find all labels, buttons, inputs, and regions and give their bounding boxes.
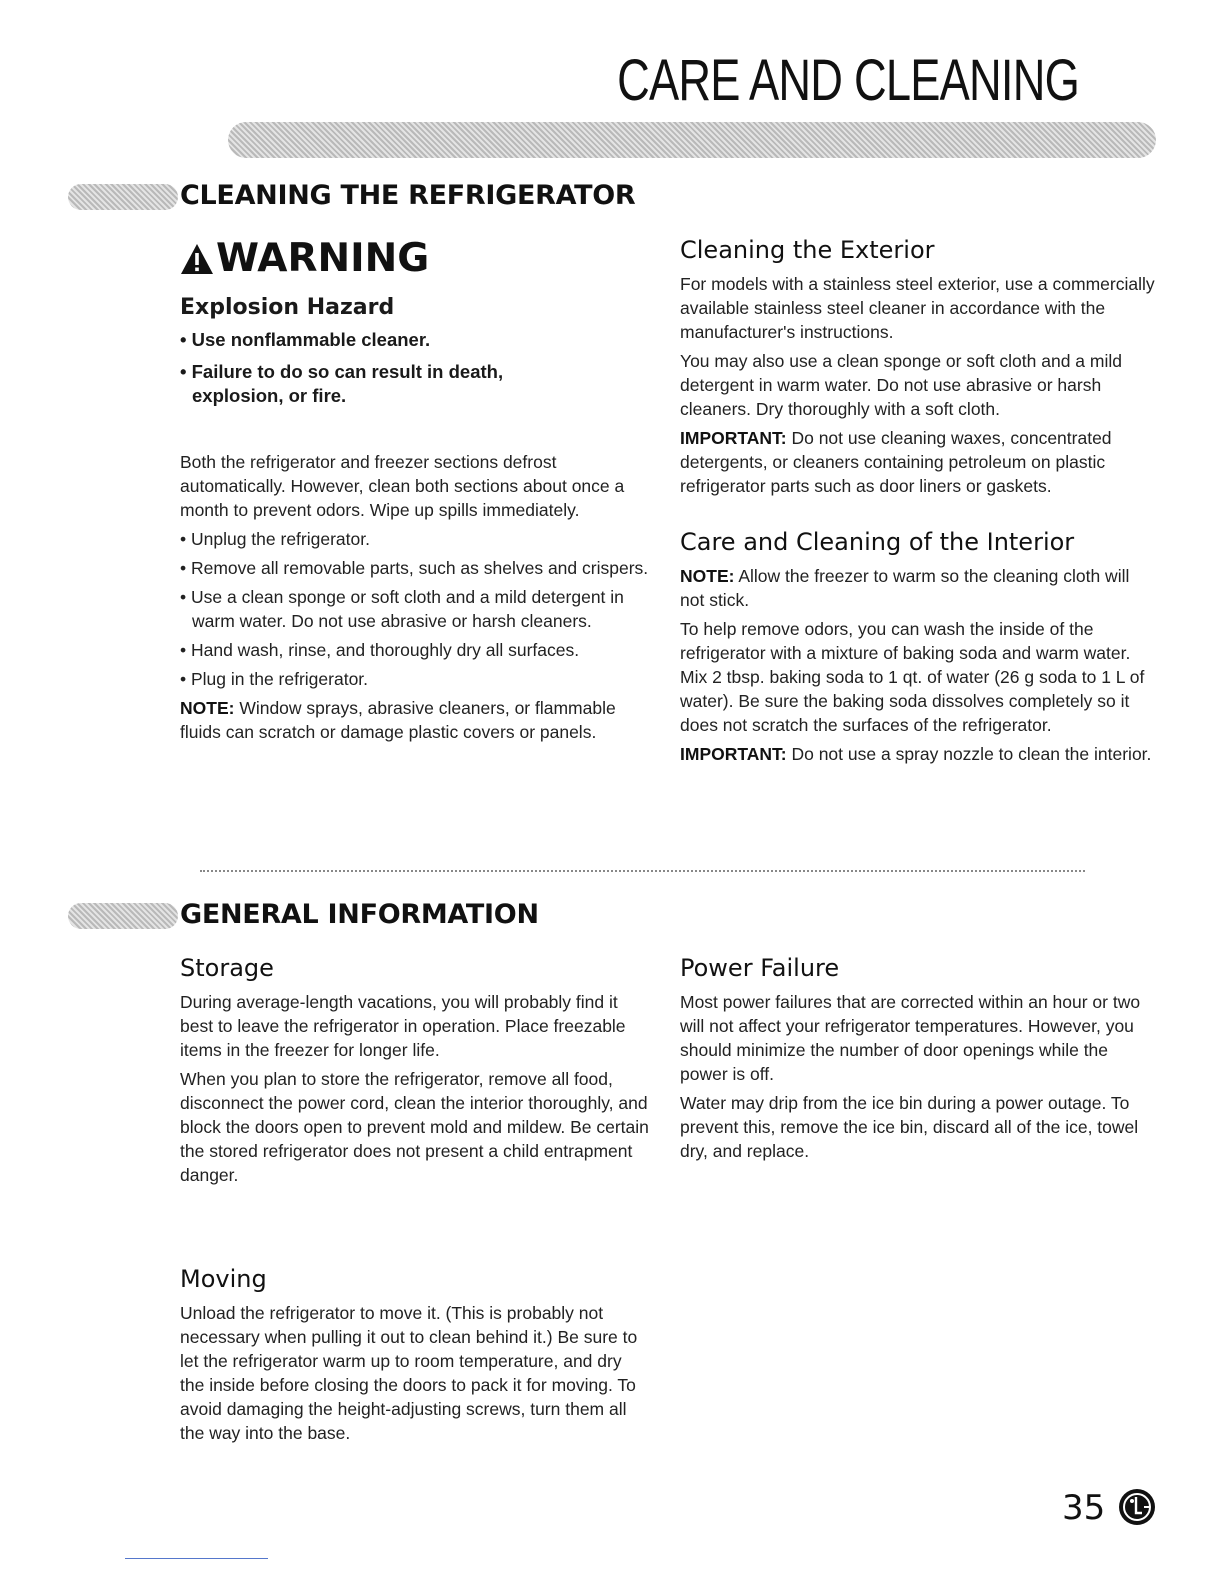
cleaning-right-column (680, 236, 1155, 766)
cleaning-intro: Both the refrigerator and freezer sections defrost automatically. However, clean both sections about once a month to prevent odors. Wipe up spills immediately. (180, 452, 625, 520)
exterior-paragraph: For models with a stainless steel exterior, use a commercially available stainless steel cleaner in accordance with the manufacturer's instructions. (680, 274, 1155, 342)
cleaning-note (180, 696, 650, 744)
power-failure-section (680, 954, 1155, 1163)
moving-section (180, 1265, 650, 1445)
page-number: 35 (1062, 1488, 1106, 1528)
footer-rule (125, 1558, 268, 1559)
exterior-heading: Cleaning the Exterior (680, 236, 935, 264)
storage-paragraph: During average-length vacations, you will probably find it best to leave the refrigerator in operation. Place freezable items in the freezer for longer life. (180, 992, 626, 1060)
storage-section (180, 954, 650, 1187)
section-marker-pill (68, 184, 178, 210)
moving-heading: Moving (180, 1265, 267, 1293)
cleaning-step: • Remove all removable parts, such as shelves and crispers. (180, 558, 649, 578)
interior-important (680, 742, 1155, 766)
note-text: Allow the freezer to warm so the cleaning cloth will not stick. (680, 566, 1130, 610)
section-heading-cleaning: CLEANING THE REFRIGERATOR (180, 180, 636, 211)
warning-title (180, 236, 650, 281)
power-failure-paragraph: Water may drip from the ice bin during a power outage. To prevent this, remove the ice bin, discard all of the ice, towel dry, and replace. (680, 1093, 1139, 1161)
section-marker-pill (68, 903, 178, 929)
important-label: IMPORTANT: (680, 744, 787, 764)
exterior-paragraph: You may also use a clean sponge or soft cloth and a mild detergent in warm water. Do not use abrasive or harsh cleaners. Dry thoroughly with a soft cloth. (680, 351, 1122, 419)
page-title: CARE AND CLEANING (617, 48, 1079, 113)
power-failure-paragraph: Most power failures that are corrected within an hour or two will not affect your refrigerator temperatures. However, you should minimize the number of door openings while the power is off. (680, 992, 1141, 1084)
exterior-important (680, 426, 1155, 498)
important-label: IMPORTANT: (680, 428, 787, 448)
important-text: Do not use cleaning waxes, concentrated detergents, or cleaners containing petroleum on plastic refrigerator parts such as door liners or gaskets. (680, 428, 1112, 496)
section-divider (200, 870, 1085, 872)
warning-triangle-icon (180, 243, 214, 275)
cleaning-step: • Hand wash, rinse, and thoroughly dry all surfaces. (180, 640, 580, 660)
header-decorative-bar (228, 122, 1156, 158)
interior-note (680, 564, 1155, 612)
cleaning-left-column (180, 236, 650, 744)
cleaning-step: • Plug in the refrigerator. (180, 669, 369, 689)
lg-logo-icon (1118, 1488, 1156, 1526)
section-heading-general: GENERAL INFORMATION (180, 899, 539, 930)
storage-heading: Storage (180, 954, 274, 982)
interior-paragraph: To help remove odors, you can wash the inside of the refrigerator with a mixture of baking soda and warm water. Mix 2 tbsp. baking soda to 1 qt. of water (26 g soda to 1 L of water). Be sure the baking soda dissolves completely so it does not scratch the surfaces of the refrigerator. (680, 619, 1145, 735)
cleaning-step: • Unplug the refrigerator. (180, 529, 370, 549)
note-text: Window sprays, abrasive cleaners, or flammable fluids can scratch or damage plastic covers or panels. (180, 698, 616, 742)
warning-bullet: • Failure to do so can result in death, explosion, or fire. (180, 361, 504, 406)
hazard-title: Explosion Hazard (180, 295, 395, 320)
interior-heading: Care and Cleaning of the Interior (680, 528, 1075, 556)
moving-paragraph: Unload the refrigerator to move it. (This is probably not necessary when pulling it out to clean behind it.) Be sure to let the refrigerator warm up to room temperature, and dry the inside before closing the doors to pack it for moving. To avoid damaging the height-adjusting screws, turn them all the way into the base. (180, 1303, 638, 1443)
storage-paragraph: When you plan to store the refrigerator, remove all food, disconnect the power cord, clean the interior thoroughly, and block the doors open to prevent mold and mildew. Be certain the stored refrigerator does not present a child entrapment danger. (180, 1069, 649, 1185)
warning-bullet: • Use nonflammable cleaner. (180, 329, 431, 350)
note-label: NOTE: (680, 566, 735, 586)
power-failure-heading: Power Failure (680, 954, 840, 982)
warning-label: WARNING (216, 236, 430, 281)
cleaning-step: • Use a clean sponge or soft cloth and a mild detergent in warm water. Do not use abrasive or harsh cleaners. (180, 587, 624, 631)
note-label: NOTE: (180, 698, 235, 718)
important-text: Do not use a spray nozzle to clean the interior. (786, 744, 1152, 764)
